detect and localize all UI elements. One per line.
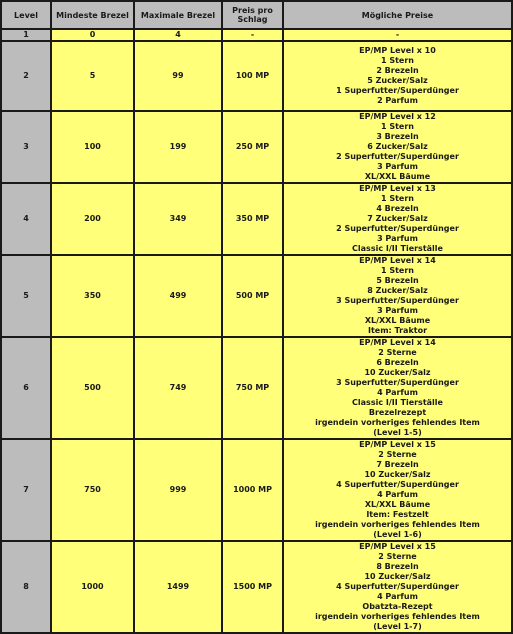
prize-line: 2 Sterne: [378, 450, 417, 459]
prize-line: 8 Zucker/Salz: [367, 286, 428, 295]
max-brezel-cell: 1499: [134, 541, 222, 633]
header-min-brezel: Mindeste Brezel: [51, 1, 134, 29]
prizes-cell: [283, 29, 512, 41]
prizes-cell: [283, 439, 512, 541]
min-brezel-cell: 100: [51, 111, 134, 183]
max-brezel-cell: 99: [134, 41, 222, 111]
prizes-cell: [283, 541, 512, 633]
header-max-brezel: Maximale Brezel: [134, 1, 222, 29]
prize-line: 7 Brezeln: [376, 460, 419, 469]
prize-line: (Level 1-7): [373, 622, 422, 631]
prize-line: (Level 1-6): [373, 530, 422, 539]
price-cell: 1500 MP: [222, 541, 283, 633]
min-brezel-cell: 200: [51, 183, 134, 255]
prize-line: 4 Brezeln: [376, 204, 419, 213]
prize-line: 2 Sterne: [378, 552, 417, 561]
prizes-cell: [283, 41, 512, 111]
level-cell: 6: [1, 337, 51, 439]
prize-line: 6 Brezeln: [376, 358, 419, 367]
prize-line: 5 Zucker/Salz: [367, 76, 428, 85]
price-cell: 1000 MP: [222, 439, 283, 541]
prize-line: 2 Superfutter/Superdünger: [336, 152, 459, 161]
price-cell: 350 MP: [222, 183, 283, 255]
level-cell: 2: [1, 41, 51, 111]
prize-line: XL/XXL Bäume: [364, 172, 431, 181]
prize-line: 6 Zucker/Salz: [367, 142, 428, 151]
header-price-per-hit: Preis pro Schlag: [222, 1, 283, 29]
table-row: [1, 541, 512, 633]
prize-line: EP/MP Level x 13: [359, 184, 436, 193]
table-row: [1, 183, 512, 255]
table-body: [1, 29, 512, 633]
price-cell: 750 MP: [222, 337, 283, 439]
prize-line: 2 Brezeln: [376, 66, 419, 75]
prize-line: 1 Stern: [380, 122, 414, 131]
prize-line: Classic I/II Tierställe: [352, 398, 443, 407]
prize-line: irgendein vorheriges fehlendes Item: [315, 418, 480, 427]
level-cell: 8: [1, 541, 51, 633]
prizes-cell: [283, 111, 512, 183]
prize-line: 7 Zucker/Salz: [367, 214, 428, 223]
level-cell: 1: [1, 29, 51, 41]
min-brezel-cell: 350: [51, 255, 134, 337]
prize-line: 3 Parfum: [377, 162, 418, 171]
prizes-cell: [283, 183, 512, 255]
header-possible-prizes: Mögliche Preise: [283, 1, 512, 29]
prize-line: (Level 1-5): [373, 428, 422, 437]
prize-line: 10 Zucker/Salz: [364, 470, 431, 479]
table-row: [1, 111, 512, 183]
table-row: [1, 41, 512, 111]
prize-line: -: [395, 30, 400, 39]
prize-line: 5 Brezeln: [376, 276, 419, 285]
prize-line: 2 Superfutter/Superdünger: [336, 224, 459, 233]
level-cell: 3: [1, 111, 51, 183]
prize-line: 3 Parfum: [377, 234, 418, 243]
prize-line: 8 Brezeln: [376, 562, 419, 571]
prize-line: 4 Parfum: [377, 388, 418, 397]
prize-line: 3 Brezeln: [376, 132, 419, 141]
max-brezel-cell: 199: [134, 111, 222, 183]
max-brezel-cell: 999: [134, 439, 222, 541]
prize-line: EP/MP Level x 15: [359, 440, 436, 449]
prize-line: Item: Festzelt: [366, 510, 429, 519]
prize-line: EP/MP Level x 14: [359, 256, 436, 265]
prizes-cell: [283, 337, 512, 439]
header-row: [1, 1, 512, 29]
prize-line: irgendein vorheriges fehlendes Item: [315, 520, 480, 529]
prize-line: 1 Stern: [380, 194, 414, 203]
price-cell: 100 MP: [222, 41, 283, 111]
header-level: Level: [1, 1, 51, 29]
max-brezel-cell: 749: [134, 337, 222, 439]
prize-line: 4 Superfutter/Superdünger: [336, 582, 459, 591]
prize-line: 10 Zucker/Salz: [364, 572, 431, 581]
max-brezel-cell: 349: [134, 183, 222, 255]
prize-line: Item: Traktor: [367, 326, 428, 335]
price-cell: -: [222, 29, 283, 41]
prize-line: irgendein vorheriges fehlendes Item: [315, 612, 480, 621]
table-header: [1, 1, 512, 29]
table-row: [1, 337, 512, 439]
prize-line: 3 Parfum: [377, 306, 418, 315]
prize-line: 4 Superfutter/Superdünger: [336, 480, 459, 489]
max-brezel-cell: 499: [134, 255, 222, 337]
table-row: [1, 29, 512, 41]
prize-line: 4 Parfum: [377, 490, 418, 499]
level-cell: 5: [1, 255, 51, 337]
prize-line: 3 Superfutter/Superdünger: [336, 296, 459, 305]
price-cell: 250 MP: [222, 111, 283, 183]
prize-line: 2 Parfum: [377, 96, 418, 105]
min-brezel-cell: 0: [51, 29, 134, 41]
price-cell: 500 MP: [222, 255, 283, 337]
min-brezel-cell: 500: [51, 337, 134, 439]
level-cell: 4: [1, 183, 51, 255]
prize-line: 3 Superfutter/Superdünger: [336, 378, 459, 387]
table-row: [1, 439, 512, 541]
prize-line: XL/XXL Bäume: [364, 500, 431, 509]
prize-line: XL/XXL Bäume: [364, 316, 431, 325]
prizes-cell: [283, 255, 512, 337]
prize-line: Brezelrezept: [368, 408, 427, 417]
prize-line: 1 Superfutter/Superdünger: [336, 86, 459, 95]
prize-line: Obatzta-Rezept: [362, 602, 433, 611]
prize-line: 10 Zucker/Salz: [364, 368, 431, 377]
level-cell: 7: [1, 439, 51, 541]
max-brezel-cell: 4: [134, 29, 222, 41]
min-brezel-cell: 5: [51, 41, 134, 111]
prize-line: EP/MP Level x 10: [359, 46, 436, 55]
prize-line: EP/MP Level x 14: [359, 338, 436, 347]
prize-line: 1 Stern: [380, 266, 414, 275]
prize-line: Classic I/II Tierställe: [352, 244, 443, 253]
prize-line: EP/MP Level x 12: [359, 112, 436, 121]
min-brezel-cell: 1000: [51, 541, 134, 633]
min-brezel-cell: 750: [51, 439, 134, 541]
prize-line: 2 Sterne: [378, 348, 417, 357]
prize-line: 4 Parfum: [377, 592, 418, 601]
prize-line: 1 Stern: [380, 56, 414, 65]
table-row: [1, 255, 512, 337]
prize-line: EP/MP Level x 15: [359, 542, 436, 551]
